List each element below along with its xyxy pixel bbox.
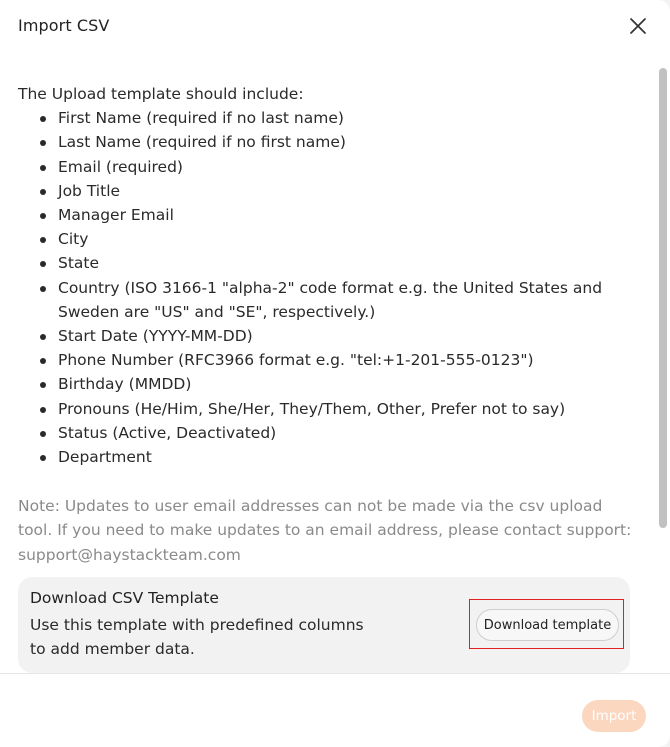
list-item: First Name (required if no last name) xyxy=(40,106,630,130)
list-item: Pronouns (He/Him, She/Her, They/Them, Other, Prefer not to say) xyxy=(40,397,630,421)
download-template-card xyxy=(18,577,630,673)
card-title: Download CSV Template xyxy=(30,589,219,607)
list-item: State xyxy=(40,251,630,275)
scrollbar-thumb[interactable] xyxy=(659,68,667,528)
list-item: Phone Number (RFC3966 format e.g. "tel:+1-201-555-0123") xyxy=(40,348,630,372)
import-button[interactable]: Import xyxy=(582,700,646,732)
required-fields-list xyxy=(40,106,630,469)
close-button[interactable] xyxy=(624,12,652,40)
instructions xyxy=(18,82,638,567)
instructions-intro: The Upload template should include: xyxy=(18,85,304,103)
list-item: City xyxy=(40,227,630,251)
dialog-footer xyxy=(0,673,670,747)
list-item: Country (ISO 3166-1 "alpha-2" code format e.g. the United States and Sweden are "US" and "SE", respectively.) xyxy=(40,276,630,324)
list-item: Status (Active, Deactivated) xyxy=(40,421,630,445)
download-template-button[interactable]: Download template xyxy=(476,609,619,641)
card-description: Use this template with predefined columns to add member data. xyxy=(30,616,364,659)
list-item: Department xyxy=(40,445,630,469)
list-item: Last Name (required if no first name) xyxy=(40,130,630,154)
email-update-note: Note: Updates to user email addresses can not be made via the csv upload tool. If you need to make updates to an email address, please contact support: support@haystackteam.com xyxy=(18,497,632,564)
dialog-body xyxy=(0,62,670,673)
close-icon xyxy=(629,17,647,35)
list-item: Manager Email xyxy=(40,203,630,227)
dialog-header xyxy=(0,0,670,56)
list-item: Job Title xyxy=(40,179,630,203)
list-item: Email (required) xyxy=(40,155,630,179)
list-item: Start Date (YYYY-MM-DD) xyxy=(40,324,630,348)
dialog-title: Import CSV xyxy=(18,16,110,35)
list-item: Birthday (MMDD) xyxy=(40,372,630,396)
